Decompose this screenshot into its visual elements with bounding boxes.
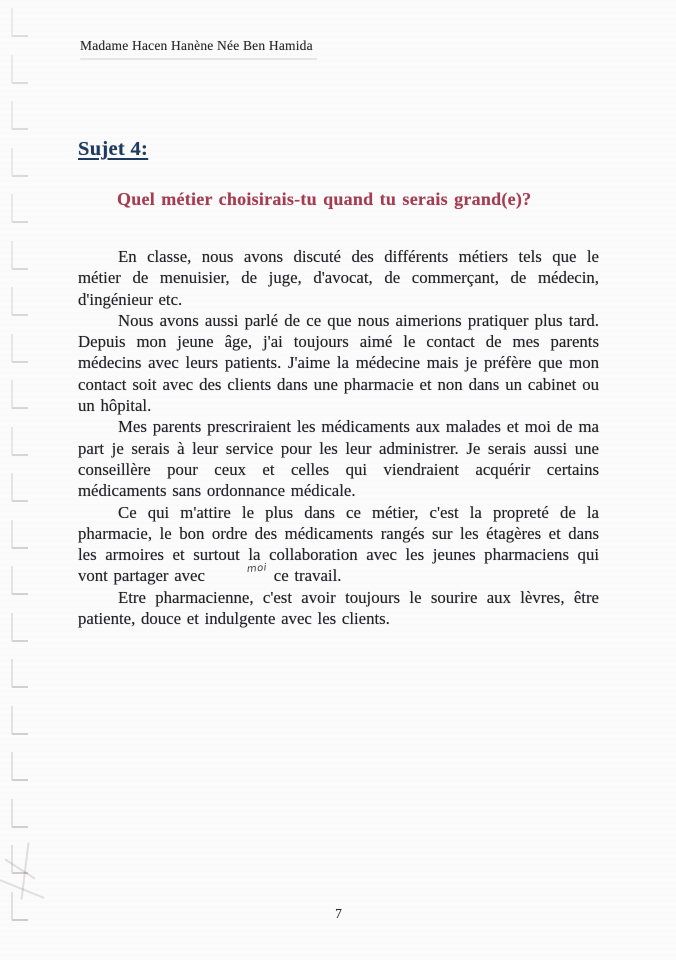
binding-hole-mark — [11, 101, 28, 130]
binding-hole-mark — [11, 241, 28, 270]
paragraph: En classe, nous avons discuté des différents métiers tels que le métier de menuisier, de juge, d'avocat, de commerçant, de médecin, d'ingénieur etc. — [78, 247, 599, 309]
paragraph: Etre pharmacienne, c'est avoir toujours le sourire aux lèvres, être patiente, douce et indulgente avec les clients. — [78, 587, 599, 629]
subject-label: Sujet 4: — [78, 138, 149, 160]
binding-hole-mark — [11, 427, 28, 456]
document-header: Madame Hacen Hanène Née Ben Hamida — [80, 38, 313, 53]
essay-body — [78, 246, 599, 629]
paragraph-with-annotation — [78, 502, 599, 587]
binding-hole-mark — [11, 613, 28, 642]
handwritten-insertion: moi — [246, 562, 268, 576]
essay-title: Quel métier choisirais-tu quand tu serais grand(e)? — [117, 189, 532, 209]
binding-hole-mark — [11, 334, 28, 363]
paragraph: Mes parents prescriraient les médicaments aux malades et moi de ma part je serais à leur service pour les leur administrer. Je serais aussi une conseillère pour ceux et celles qui viendraient acquérir certains médicaments sans ordonnance médicale. — [78, 417, 599, 501]
binding-hole-mark — [11, 706, 28, 735]
binding-hole-mark — [11, 380, 28, 409]
binding-hole-mark — [11, 659, 28, 688]
binding-hole-mark — [11, 752, 28, 781]
paragraph-text: ce travail. — [268, 566, 342, 586]
paragraph-text: Ce qui m'attire le plus dans ce métier, c'est la propreté de la pharmacie, le bon ordre des médicaments rangés sur les étagères et dans les armoires et surtout la collaboration avec les jeunes pharmaciens qui vont partager avec — [78, 502, 599, 586]
binding-hole-mark — [11, 194, 28, 223]
binding-hole-mark — [11, 473, 28, 502]
binding-hole-mark — [11, 892, 28, 921]
binding-hole-mark — [11, 566, 28, 595]
binding-hole-mark — [11, 55, 28, 84]
binding-hole-mark — [11, 287, 28, 316]
binding-hole-mark — [11, 799, 28, 828]
binding-hole-mark — [11, 148, 28, 177]
binding-hole-mark — [11, 8, 28, 37]
paragraph: Nous avons aussi parlé de ce que nous aimerions pratiquer plus tard. Depuis mon jeune âge, j'ai toujours aimé le contact de mes parents médecins avec leurs patients. J'aime la médecine mais je préfère que mon contact soit avec des clients dans une pharmacie et non dans un cabinet ou un hôpital. — [78, 310, 599, 416]
page-number: 7 — [335, 906, 342, 921]
binding-hole-mark — [11, 520, 28, 549]
